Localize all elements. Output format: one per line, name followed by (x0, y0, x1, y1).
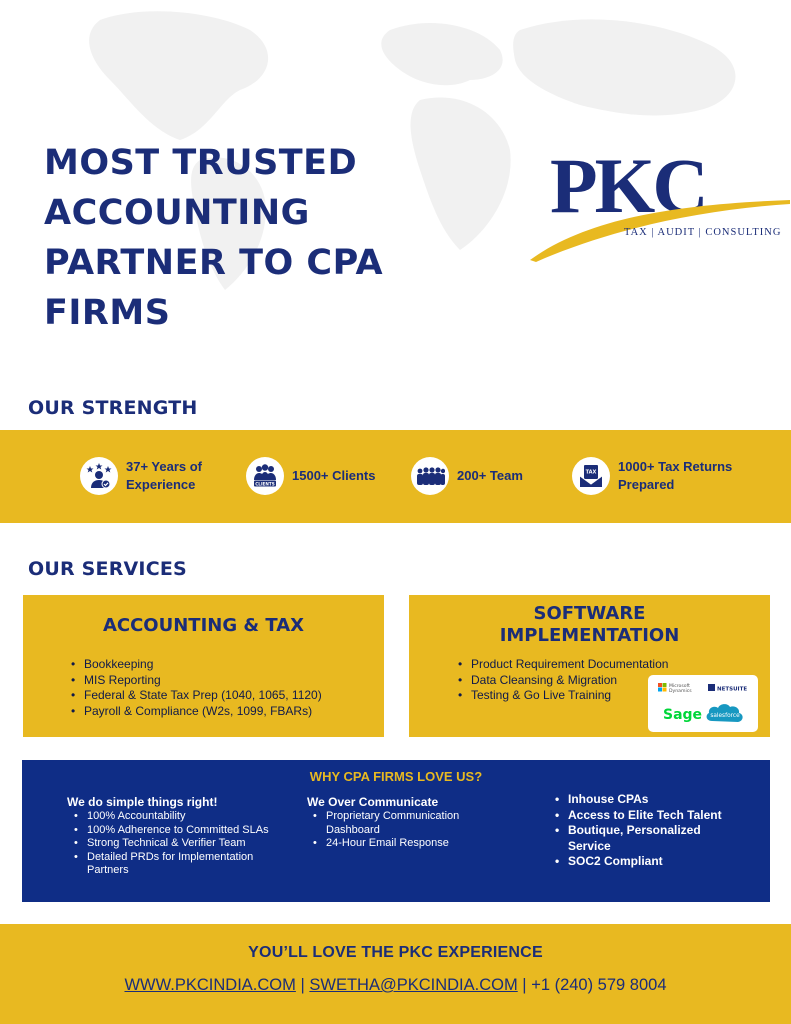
software-implementation-title: SOFTWARE IMPLEMENTATION (499, 603, 680, 646)
list-item: • SOC2 Compliant (551, 854, 731, 870)
why-column-highlights (551, 792, 731, 870)
why-column-heading: We Over Communicate (307, 795, 439, 809)
list-item: • 100% Accountability (70, 810, 277, 824)
contact-separator: | (295, 976, 310, 994)
accounting-tax-title: ACCOUNTING & TAX (102, 615, 305, 636)
why-cpa-firms-title: WHY CPA FIRMS LOVE US? (309, 769, 483, 784)
stat-years (80, 456, 202, 496)
contact-separator: | (517, 976, 532, 994)
svg-text:NETSUITE: NETSUITE (717, 686, 748, 693)
list-item: • Boutique, Personalized Service (551, 823, 731, 854)
phone-number: +1 (240) 579 8004 (531, 976, 667, 994)
pkc-logo (528, 138, 791, 263)
our-strength-heading: OUR STRENGTH (28, 397, 198, 419)
stat-clients (246, 456, 375, 496)
logo-tagline: TAX | AUDIT | CONSULTING (624, 227, 782, 238)
footer-contact (0, 976, 791, 995)
stat-team (411, 456, 523, 496)
our-services-heading: OUR SERVICES (28, 558, 187, 580)
hero-title: MOST TRUSTED ACCOUNTING PARTNER TO CPA FIRMS (44, 143, 384, 333)
accounting-tax-card (23, 595, 384, 737)
list-item: • Access to Elite Tech Talent (551, 808, 731, 824)
website-link[interactable]: WWW.PKCINDIA.COM (124, 976, 296, 994)
tax-document-icon (572, 457, 610, 495)
software-implementation-list (455, 657, 668, 704)
list-item: • Strong Technical & Verifier Team (70, 837, 277, 851)
why-column-communicate (307, 795, 507, 851)
list-item: • Product Requirement Documentation (455, 657, 668, 673)
list-item: • Testing & Go Live Training (455, 688, 668, 704)
tax-icon-text: TAX (585, 469, 597, 476)
why-column-simple-things (67, 795, 277, 878)
stat-clients-label: 1500+ Clients (292, 468, 376, 483)
clients-group-icon (246, 457, 284, 495)
footer-band (0, 924, 791, 1024)
svg-text:Microsoft: Microsoft (669, 684, 690, 689)
stat-tax-returns (572, 456, 732, 496)
rating-person-icon (80, 457, 118, 495)
email-link[interactable]: SWETHA@PKCINDIA.COM (309, 976, 518, 994)
list-item: • Payroll & Compliance (W2s, 1099, FBARs) (68, 704, 322, 720)
stat-tax-returns-label: 1000+ Tax Returns Prepared (618, 459, 733, 492)
partner-logos (648, 675, 758, 732)
list-item: • 24-Hour Email Response (309, 837, 507, 851)
microsoft-dynamics-logo (658, 683, 692, 694)
list-item: • Inhouse CPAs (551, 792, 731, 808)
stat-years-label: 37+ Years of Experience (126, 459, 203, 492)
list-item: • Bookkeeping (68, 657, 322, 673)
sage-logo (663, 707, 702, 723)
list-item: • Federal & State Tax Prep (1040, 1065, 1120) (68, 688, 322, 704)
svg-text:Sage: Sage (663, 707, 703, 723)
why-column-heading: We do simple things right! (67, 795, 218, 809)
team-group-icon (411, 457, 449, 495)
list-item: • Data Cleansing & Migration (455, 673, 668, 689)
svg-text:Dynamics: Dynamics (669, 689, 692, 694)
svg-text:salesforce: salesforce (710, 713, 740, 719)
clients-icon-text: CLIENTS (255, 481, 275, 487)
why-cpa-firms-band (22, 760, 770, 902)
accounting-tax-list (68, 657, 322, 719)
list-item: • 100% Adherence to Committed SLAs (70, 824, 277, 838)
logo-wordmark: PKC (550, 142, 706, 229)
list-item: • MIS Reporting (68, 673, 322, 689)
list-item: • Proprietary Communication Dashboard (309, 810, 507, 837)
footer-title: YOU’LL LOVE THE PKC EXPERIENCE (248, 944, 543, 961)
netsuite-logo (708, 684, 747, 693)
list-item: • Detailed PRDs for Implementation Partners (70, 851, 277, 878)
stat-team-label: 200+ Team (457, 468, 523, 483)
salesforce-logo (707, 704, 743, 722)
